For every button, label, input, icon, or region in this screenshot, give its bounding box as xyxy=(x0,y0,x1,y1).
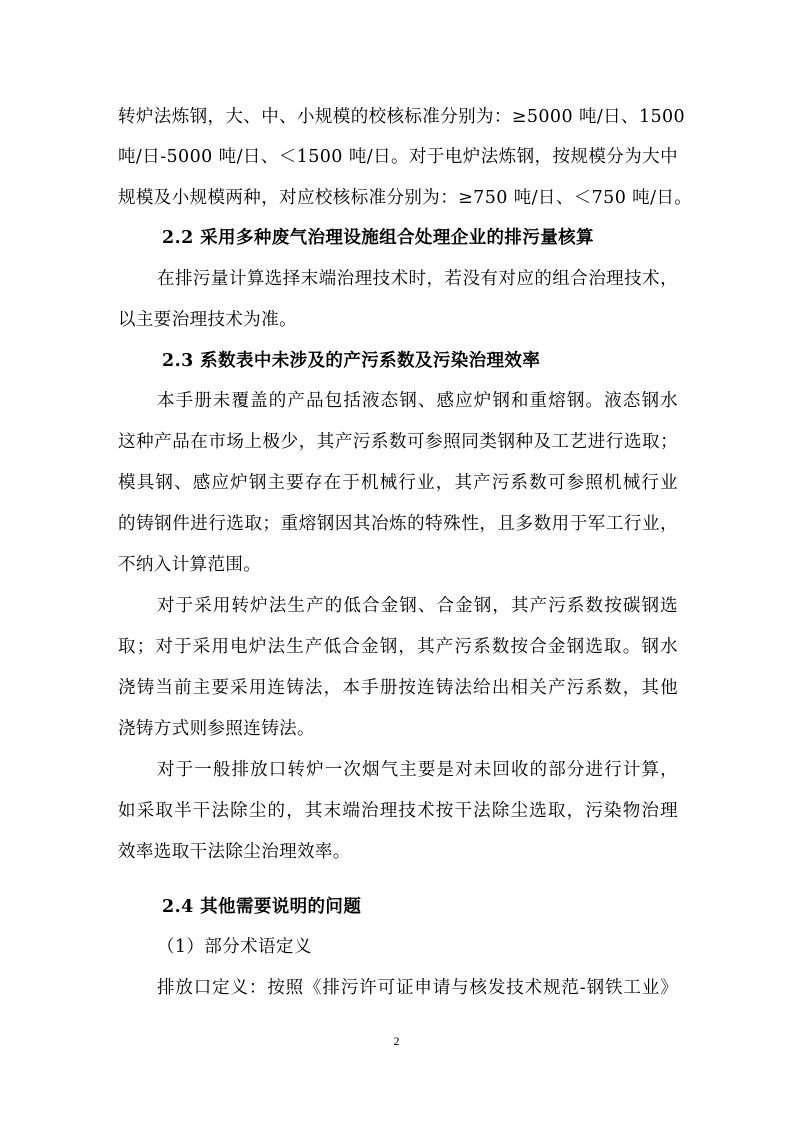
paragraph-line: 浇铸方式则参照连铸法。 xyxy=(118,719,315,739)
paragraph-line: 排放口定义：按照《排污许可证申请与核发技术规范-钢铁工业》 xyxy=(157,978,678,998)
paragraph-line: 本手册未覆盖的产品包括液态钢、感应炉钢和重熔钢。液态钢水 xyxy=(157,391,678,411)
paragraph-line: 吨/日-5000 吨/日、＜1500 吨/日。对于电炉法炼钢，按规模分为大中 xyxy=(118,147,678,167)
section-heading-2-2: 2.2 采用多种废气治理设施组合处理企业的排污量核算 xyxy=(162,228,594,248)
section-heading-2-3: 2.3 系数表中未涉及的产污系数及污染治理效率 xyxy=(162,351,541,371)
paragraph-line: 对于一般排放口转炉一次烟气主要是对未回收的部分进行计算， xyxy=(157,760,678,780)
paragraph-line: 对于采用转炉法生产的低合金钢、合金钢，其产污系数按碳钢选 xyxy=(157,596,678,616)
subsection-heading: （1）部分术语定义 xyxy=(157,937,312,957)
paragraph-line: 浇铸当前主要采用连铸法，本手册按连铸法给出相关产污系数，其他 xyxy=(118,678,678,698)
paragraph-line: 规模及小规模两种，对应校核标准分别为：≥750 吨/日、＜750 吨/日。 xyxy=(118,188,693,208)
paragraph-line: 以主要治理技术为准。 xyxy=(118,310,297,330)
paragraph-line: 转炉法炼钢，大、中、小规模的校核标准分别为：≥5000 吨/日、1500 xyxy=(118,107,686,127)
paragraph-line: 在排污量计算选择末端治理技术时，若没有对应的组合治理技术， xyxy=(157,269,678,289)
paragraph-line: 不纳入计算范围。 xyxy=(118,555,262,575)
paragraph-line: 如采取半干法除尘的，其末端治理技术按干法除尘选取，污染物治理 xyxy=(118,801,678,821)
section-heading-2-4: 2.4 其他需要说明的问题 xyxy=(162,897,362,917)
page-number: 2 xyxy=(393,1034,400,1048)
paragraph-line: 的铸钢件进行选取；重熔钢因其冶炼的特殊性，且多数用于军工行业， xyxy=(118,514,678,534)
paragraph-line: 模具钢、感应炉钢主要存在于机械行业，其产污系数可参照机械行业 xyxy=(118,473,678,493)
paragraph-line: 取；对于采用电炉法生产低合金钢，其产污系数按合金钢选取。钢水 xyxy=(118,637,678,657)
paragraph-line: 效率选取干法除尘治理效率。 xyxy=(118,842,351,862)
paragraph-line: 这种产品在市场上极少，其产污系数可参照同类钢种及工艺进行选取； xyxy=(118,432,678,452)
